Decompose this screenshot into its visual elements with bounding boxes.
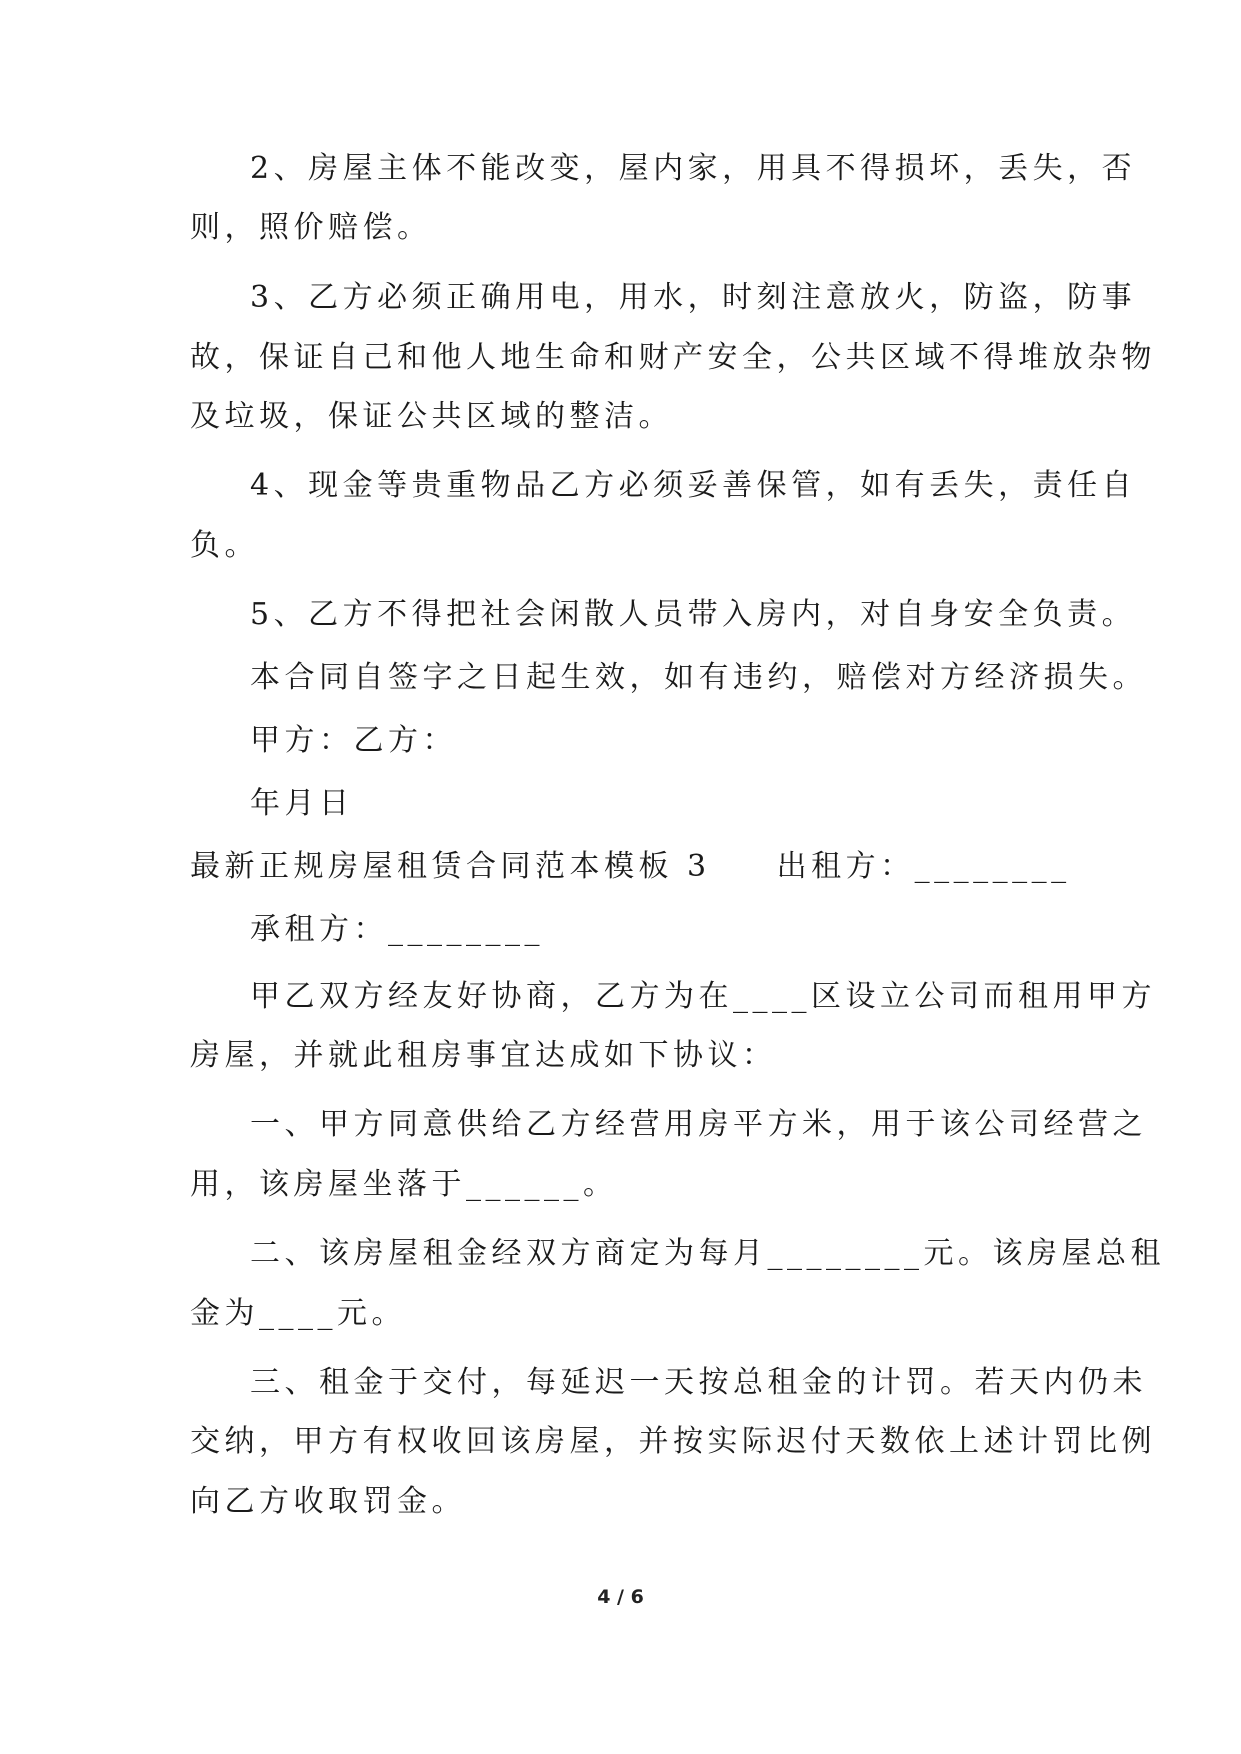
lessor-field: 出租方：________ xyxy=(776,849,1071,884)
paragraph-line: 二、该房屋租金经双方商定为每月________元。该房屋总租 xyxy=(250,1236,1165,1271)
paragraph-line: 3、乙方必须正确用电，用水，时刻注意放火，防盗，防事 xyxy=(250,280,1137,315)
page-number: 4 / 6 xyxy=(597,1586,644,1608)
paragraph-line: 甲方：乙方： xyxy=(250,723,457,758)
paragraph-line: 5、乙方不得把社会闲散人员带入房内，对自身安全负责。 xyxy=(250,597,1137,632)
paragraph-line: 甲乙双方经友好协商，乙方为在____区设立公司而租用甲方 xyxy=(250,979,1156,1014)
paragraph-line: 用，该房屋坐落于______。 xyxy=(190,1167,618,1202)
paragraph-line: 承租方：________ xyxy=(250,912,544,947)
paragraph-line: 4、现金等贵重物品乙方必须妥善保管，如有丢失，责任自 xyxy=(250,468,1137,503)
paragraph-line: 及垃圾，保证公共区域的整洁。 xyxy=(190,399,673,434)
paragraph-line: 金为____元。 xyxy=(190,1296,406,1331)
contract-title: 最新正规房屋租赁合同范本模板 3 xyxy=(190,849,711,884)
paragraph-line: 故，保证自己和他人地生命和财产安全，公共区域不得堆放杂物 xyxy=(190,340,1156,375)
paragraph-line: 年月日 xyxy=(250,786,354,821)
paragraph-line: 本合同自签字之日起生效，如有违约，赔偿对方经济损失。 xyxy=(250,660,1147,695)
paragraph-line: 则，照价赔偿。 xyxy=(190,210,432,245)
paragraph-line: 三、租金于交付，每延迟一天按总租金的计罚。若天内仍未 xyxy=(250,1365,1147,1400)
paragraph-line: 2、房屋主体不能改变，屋内家，用具不得损坏，丢失，否 xyxy=(250,151,1137,186)
paragraph-line: 向乙方收取罚金。 xyxy=(190,1484,466,1519)
paragraph-line: 交纳，甲方有权收回该房屋，并按实际迟付天数依上述计罚比例 xyxy=(190,1424,1156,1459)
paragraph-line: 一、甲方同意供给乙方经营用房平方米，用于该公司经营之 xyxy=(250,1107,1147,1142)
paragraph-line: 房屋，并就此租房事宜达成如下协议： xyxy=(190,1038,777,1073)
heading-line xyxy=(190,847,1071,887)
paragraph-line: 负。 xyxy=(190,528,259,563)
